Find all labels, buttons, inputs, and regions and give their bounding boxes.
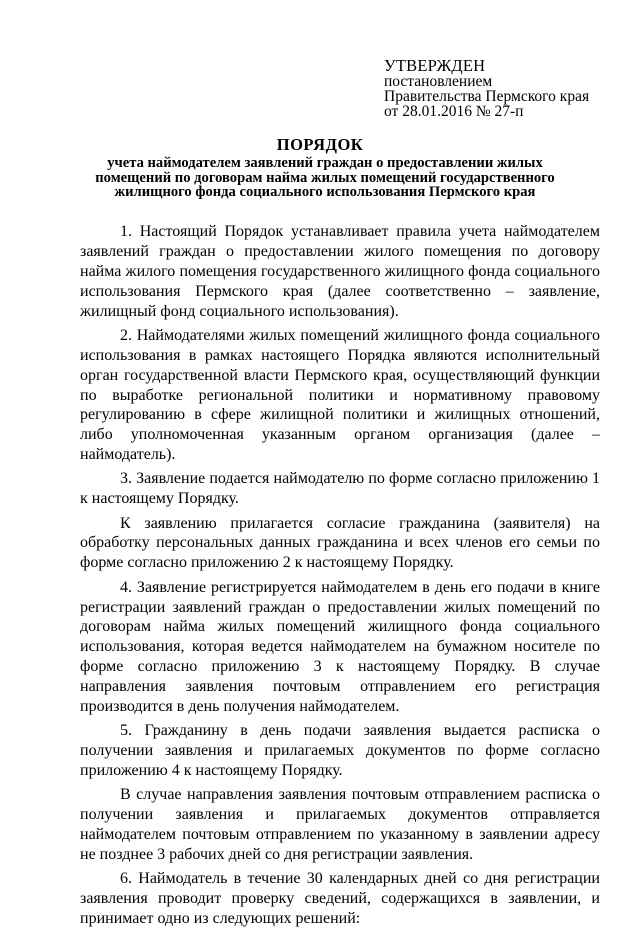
paragraph-1: 1. Настоящий Порядок устанавливает правила учета наймодателем заявлений граждан о предоставлении жилого помещения по договору найма жилого помещения государственного жилищного фонда социального использования Пермского края (далее соответственно – заявление, жилищный фонд социального использования). bbox=[80, 223, 600, 320]
approval-line-2: Правительства Пермского края bbox=[384, 88, 590, 105]
paragraph-5: 5. Гражданину в день подачи заявления выдается расписка о получении заявления и прилагаемых документов по форме согласно приложению 4 к настоящему Порядку. bbox=[80, 722, 600, 780]
document-body bbox=[80, 222, 600, 933]
document-subtitle: учета наймодателем заявлений граждан о предоставлении жилых помещений по договорам найма жилых помещений государственного жилищного фонда социального использования Пермского края bbox=[95, 155, 555, 201]
approval-heading: УТВЕРЖДЕН bbox=[384, 56, 486, 75]
paragraph-5-mail: В случае направления заявления почтовым отправлением расписка о получении заявления и прилагаемых документов отправляется наймодателем почтовым отправлением по указанному в заявлении адресу не позднее 3 рабочих дней со дня регистрации заявления. bbox=[80, 786, 600, 863]
paragraph-4: 4. Заявление регистрируется наймодателем в день его подачи в книге регистрации заявлений граждан о предоставлении жилых помещений по договорам найма жилых помещений жилищного фонда социального использования, которая ведется наймодателем на бумажном носителе по форме согласно приложению 3 к настоящему Порядку. В случае направления заявления почтовым отправлением его регистрация производится в день получения наймодателем. bbox=[80, 578, 600, 716]
approval-stamp bbox=[384, 57, 624, 119]
paragraph-6: 6. Наймодатель в течение 30 календарных дней со дня регистрации заявления проводит проверку сведений, содержащихся в заявлении, и принимает одно из следующих решений: bbox=[80, 870, 600, 927]
paragraph-3: 3. Заявление подается наймодателю по форме согласно приложению 1 к настоящему Порядку. bbox=[80, 470, 600, 508]
document-title: ПОРЯДОК bbox=[276, 135, 364, 154]
paragraph-2: 2. Наймодателями жилых помещений жилищного фонда социального использования в рамках настоящего Порядка являются исполнительный орган государственной власти Пермского края, осуществляющий функции по выработке региональной политики и нормативному правовому регулированию в сфере жилищной политики и жилищных отношений, либо уполномоченная указанным органом организация (далее – наймодатель). bbox=[80, 326, 600, 464]
approval-line-1: постановлением bbox=[384, 73, 493, 90]
approval-line-3: от 28.01.2016 № 27-п bbox=[384, 103, 524, 120]
paragraph-3-consent: К заявлению прилагается согласие гражданина (заявителя) на обработку персональных данных гражданина и всех членов его семьи по форме согласно приложению 2 к настоящему Порядку. bbox=[80, 514, 600, 572]
